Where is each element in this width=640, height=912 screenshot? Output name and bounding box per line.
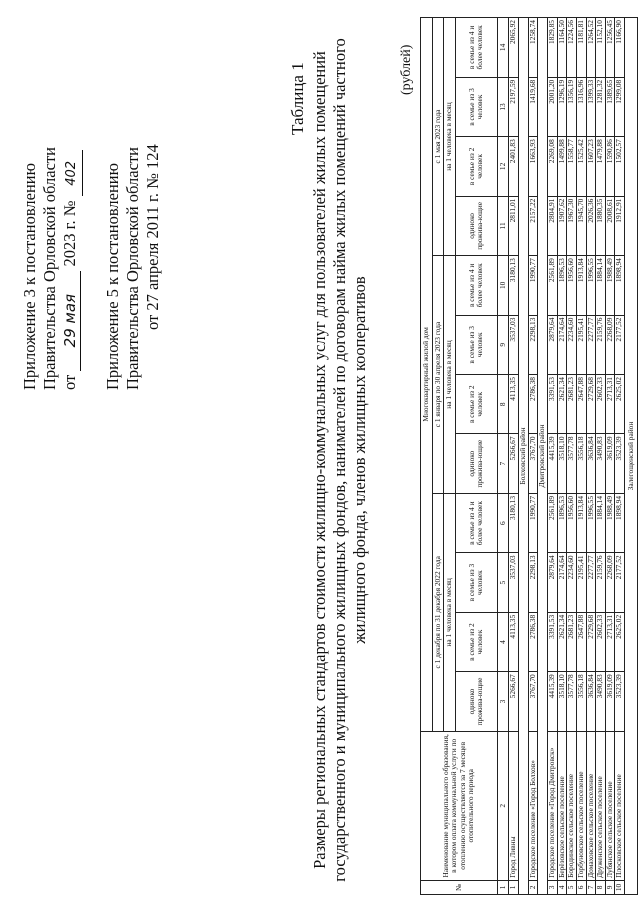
value-cell: 2401,83 <box>509 137 519 196</box>
appendix-line: Приложение 5 к постановлению <box>103 163 122 390</box>
value-cell: 3180,13 <box>509 256 519 315</box>
value-cell: 1988,49 <box>605 493 615 552</box>
value-cell: 2647,88 <box>576 375 586 434</box>
value-cell: 2625,02 <box>615 612 625 671</box>
header-col-number: 6 <box>497 493 509 552</box>
value-cell: 3636,84 <box>586 434 596 493</box>
section-header: Дмитровский район <box>538 18 548 895</box>
row-number: 4 <box>557 880 567 894</box>
value-cell: 2879,64 <box>548 553 558 612</box>
municipality-name: Горбуновское сельское поселение <box>576 731 586 880</box>
value-cell: 2195,41 <box>576 315 586 374</box>
value-cell: 3577,78 <box>567 672 577 731</box>
municipality-name: Друженское сельское поселение <box>596 731 606 880</box>
table-row <box>586 18 596 895</box>
row-number: 3 <box>548 880 558 894</box>
value-cell: 2729,68 <box>586 612 596 671</box>
value-cell: 2234,60 <box>567 553 577 612</box>
value-cell: 1896,53 <box>557 493 567 552</box>
value-cell: 3537,03 <box>509 315 519 374</box>
table-body <box>421 18 638 895</box>
value-cell: 1296,19 <box>557 77 567 136</box>
municipality-name: Городское поселение «Город Дмитровск» <box>548 731 558 880</box>
value-cell: 2269,08 <box>548 137 558 196</box>
value-cell: 1525,42 <box>576 137 586 196</box>
value-cell: 2786,38 <box>528 612 538 671</box>
value-cell: 3537,03 <box>509 553 519 612</box>
value-cell: 1299,08 <box>615 77 625 136</box>
value-cell: 3619,09 <box>605 672 615 731</box>
header-col-number: 5 <box>497 553 509 612</box>
header-period-1: с 1 декабря по 31 декабря 2022 года <box>432 493 444 731</box>
value-cell: 1898,94 <box>615 493 625 552</box>
value-cell: 1913,84 <box>576 256 586 315</box>
value-cell: 2298,13 <box>528 315 538 374</box>
value-cell: 2195,41 <box>576 553 586 612</box>
value-cell: 1607,23 <box>586 137 596 196</box>
appendix-line: Правительства Орловской области <box>123 147 142 390</box>
value-cell: 1913,84 <box>576 493 586 552</box>
header-col: в семье из 2 человек <box>455 612 497 671</box>
value-cell: 1152,10 <box>596 18 606 78</box>
header-col-number: 3 <box>497 672 509 731</box>
value-cell: 1907,62 <box>557 196 567 255</box>
value-cell: 2729,68 <box>586 375 596 434</box>
value-cell: 1967,30 <box>567 196 577 255</box>
table-label: Таблица 1 <box>288 62 307 135</box>
value-cell: 5266,67 <box>509 672 519 731</box>
header-col-number: 9 <box>497 315 509 374</box>
row-number: 5 <box>567 880 577 894</box>
value-cell: 3556,18 <box>576 672 586 731</box>
header-group: Многоквартирный жилой дом <box>421 18 433 732</box>
appendix-line: Правительства Орловской области <box>40 147 59 390</box>
header-col: в семье из 2 человек <box>455 375 497 434</box>
value-cell: 2277,77 <box>586 315 596 374</box>
value-cell: 1896,53 <box>557 256 567 315</box>
header-col-number: 11 <box>497 196 509 255</box>
value-cell: 2234,60 <box>567 315 577 374</box>
appendix-date-line <box>60 20 83 390</box>
value-cell: 2647,88 <box>576 612 586 671</box>
value-cell: 2602,33 <box>596 375 606 434</box>
value-cell: 2713,31 <box>605 375 615 434</box>
value-cell: 1256,45 <box>605 18 615 78</box>
value-cell: 2277,77 <box>586 553 596 612</box>
row-number: 1 <box>509 880 519 894</box>
value-cell: 2065,92 <box>509 18 519 78</box>
header-name: Наименование муниципального образования, в котором оплата коммунальной услуги по отоплению осуществляется за 7 месяцев отопительного периода <box>421 731 498 880</box>
value-cell: 3518,10 <box>557 672 567 731</box>
value-cell: 2602,33 <box>596 612 606 671</box>
row-number: 9 <box>605 880 615 894</box>
value-cell: 1479,88 <box>596 137 606 196</box>
value-cell: 2804,91 <box>548 196 558 255</box>
value-cell: 1258,74 <box>528 18 538 78</box>
value-cell: 1166,90 <box>615 18 625 78</box>
header-col-number: 2 <box>497 731 509 880</box>
value-cell: 2174,64 <box>557 315 567 374</box>
value-cell: 3490,83 <box>596 434 606 493</box>
value-cell: 1389,65 <box>605 77 615 136</box>
header-col: в семье из 2 человек <box>455 137 497 196</box>
value-cell: 3391,53 <box>548 375 558 434</box>
table-row <box>528 18 538 895</box>
unit-label: (рублей) <box>399 44 414 95</box>
value-cell: 2157,22 <box>528 196 538 255</box>
value-cell: 2625,02 <box>615 375 625 434</box>
value-cell: 1590,86 <box>605 137 615 196</box>
value-cell: 1502,57 <box>615 137 625 196</box>
header-col: одиноко прожива-ющие <box>455 434 497 493</box>
value-cell: 2298,13 <box>528 553 538 612</box>
value-cell: 2177,52 <box>615 553 625 612</box>
header-period-2: с 1 января по 30 апреля 2023 года <box>432 256 444 494</box>
value-cell: 1956,60 <box>567 493 577 552</box>
value-cell: 1181,81 <box>576 18 586 78</box>
value-cell: 3391,53 <box>548 612 558 671</box>
value-cell: 2001,20 <box>548 77 558 136</box>
header-sub-group: на 1 человека в месяц <box>444 256 456 494</box>
header-col-number: 14 <box>497 18 509 78</box>
header-col-number: 10 <box>497 256 509 315</box>
header-no: № <box>421 880 498 894</box>
value-cell: 1898,94 <box>615 256 625 315</box>
rotated-document <box>20 15 635 895</box>
value-cell: 2197,59 <box>509 77 519 136</box>
appendix-date-prefix: от <box>60 374 79 390</box>
value-cell: 2811,01 <box>509 196 519 255</box>
header-col-number: 4 <box>497 612 509 671</box>
value-cell: 2621,34 <box>557 612 567 671</box>
value-cell: 3767,70 <box>528 434 538 493</box>
value-cell: 3180,13 <box>509 493 519 552</box>
standards-table <box>420 17 638 895</box>
table-row <box>615 18 625 895</box>
value-cell: 2713,31 <box>605 612 615 671</box>
header-col: одиноко прожива-ющие <box>455 672 497 731</box>
value-cell: 1663,93 <box>528 137 538 196</box>
table-row <box>576 18 586 895</box>
header-sub-group: на 1 человека в месяц <box>444 493 456 731</box>
value-cell: 1996,55 <box>586 493 596 552</box>
value-cell: 3619,09 <box>605 434 615 493</box>
header-col: в семье из 3 человек <box>455 77 497 136</box>
header-col-number: 8 <box>497 375 509 434</box>
table-row <box>567 18 577 895</box>
value-cell: 1945,70 <box>576 196 586 255</box>
municipality-name: Бородинское сельское поселение <box>567 731 577 880</box>
handwritten-number: 402 <box>62 150 83 196</box>
title-line: Размеры региональных стандартов стоимости жилищно-коммунальных услуг для пользователей жилых помещений <box>310 51 329 869</box>
row-number: 7 <box>586 880 596 894</box>
value-cell: 1956,60 <box>567 256 577 315</box>
table-row <box>557 18 567 895</box>
municipality-name: Плосковское сельское поселение <box>615 731 625 880</box>
row-number: 6 <box>576 880 586 894</box>
document-title <box>310 25 370 895</box>
value-cell: 3767,70 <box>528 672 538 731</box>
value-cell: 1316,96 <box>576 77 586 136</box>
value-cell: 3518,10 <box>557 434 567 493</box>
municipality-name: Городское поселение «Город Болхов» <box>528 731 538 880</box>
appendix-line: от 27 апреля 2011 г. № 124 <box>143 144 162 330</box>
value-cell: 2621,34 <box>557 375 567 434</box>
row-number: 8 <box>596 880 606 894</box>
value-cell: 2561,89 <box>548 493 558 552</box>
header-col: в семье из 4 и более человек <box>455 493 497 552</box>
table-row <box>596 18 606 895</box>
value-cell: 2268,09 <box>605 553 615 612</box>
value-cell: 1996,55 <box>586 256 596 315</box>
table-row <box>509 18 519 895</box>
value-cell: 2177,52 <box>615 315 625 374</box>
value-cell: 4415,39 <box>548 672 558 731</box>
municipality-name: Лубянское сельское поселение <box>605 731 615 880</box>
value-cell: 3577,78 <box>567 434 577 493</box>
header-col: в семье из 4 и более человек <box>455 18 497 78</box>
header-col-number: 7 <box>497 434 509 493</box>
value-cell: 3636,84 <box>586 672 596 731</box>
value-cell: 1264,52 <box>586 18 596 78</box>
value-cell: 1884,14 <box>596 493 606 552</box>
value-cell: 1829,85 <box>548 18 558 78</box>
value-cell: 1499,88 <box>557 137 567 196</box>
appendix-line: Приложение 3 к постановлению <box>20 163 39 390</box>
value-cell: 3490,83 <box>596 672 606 731</box>
municipality-name: Домаховское сельское поселение <box>586 731 596 880</box>
value-cell: 3523,39 <box>615 434 625 493</box>
value-cell: 2879,64 <box>548 315 558 374</box>
value-cell: 1990,77 <box>528 493 538 552</box>
value-cell: 2159,76 <box>596 315 606 374</box>
value-cell: 2561,89 <box>548 256 558 315</box>
header-col-number: 12 <box>497 137 509 196</box>
header-sub-group: на 1 человека в месяц <box>444 18 456 256</box>
value-cell: 1281,32 <box>596 77 606 136</box>
value-cell: 1419,68 <box>528 77 538 136</box>
value-cell: 4113,35 <box>509 612 519 671</box>
value-cell: 1164,50 <box>557 18 567 78</box>
value-cell: 1399,33 <box>586 77 596 136</box>
value-cell: 3523,39 <box>615 672 625 731</box>
value-cell: 5266,67 <box>509 434 519 493</box>
value-cell: 2681,23 <box>567 375 577 434</box>
value-cell: 1880,35 <box>596 196 606 255</box>
header-col-number: 1 <box>497 880 509 894</box>
value-cell: 2268,09 <box>605 315 615 374</box>
value-cell: 1884,14 <box>596 256 606 315</box>
header-col: одиноко прожива-ющие <box>455 196 497 255</box>
value-cell: 2786,38 <box>528 375 538 434</box>
value-cell: 1988,49 <box>605 256 615 315</box>
header-period-3: с 1 мая 2023 года <box>432 18 444 256</box>
header-col: в семье из 4 и более человек <box>455 256 497 315</box>
section-header: Болховский район <box>518 18 528 895</box>
appendix-date-mid: 2023 г. № <box>60 200 79 267</box>
value-cell: 1558,77 <box>567 137 577 196</box>
value-cell: 3556,18 <box>576 434 586 493</box>
value-cell: 2026,36 <box>586 196 596 255</box>
handwritten-date: 29 мая <box>60 271 81 371</box>
title-line: жилищного фонда, членов жилищных кооперативов <box>350 276 369 644</box>
value-cell: 1356,19 <box>567 77 577 136</box>
value-cell: 4113,35 <box>509 375 519 434</box>
value-cell: 2008,61 <box>605 196 615 255</box>
value-cell: 2681,23 <box>567 612 577 671</box>
value-cell: 1990,77 <box>528 256 538 315</box>
municipality-name: Город Ливны <box>509 731 519 880</box>
value-cell: 2159,76 <box>596 553 606 612</box>
title-line: государственного и муниципального жилищных фондов, нанимателей по договорам найма жилых помещений частного <box>330 38 349 882</box>
value-cell: 4415,39 <box>548 434 558 493</box>
row-number: 10 <box>615 880 625 894</box>
appendix-block <box>20 20 163 390</box>
header-col: в семье из 3 человек <box>455 553 497 612</box>
value-cell: 1224,56 <box>567 18 577 78</box>
municipality-name: Берёзовское сельское поселение <box>557 731 567 880</box>
section-header: Залегощенский район <box>624 18 637 895</box>
value-cell: 1912,91 <box>615 196 625 255</box>
row-number: 2 <box>528 880 538 894</box>
value-cell: 2174,64 <box>557 553 567 612</box>
table-row <box>605 18 615 895</box>
table-row <box>548 18 558 895</box>
header-col: в семье из 3 человек <box>455 315 497 374</box>
header-col-number: 13 <box>497 77 509 136</box>
